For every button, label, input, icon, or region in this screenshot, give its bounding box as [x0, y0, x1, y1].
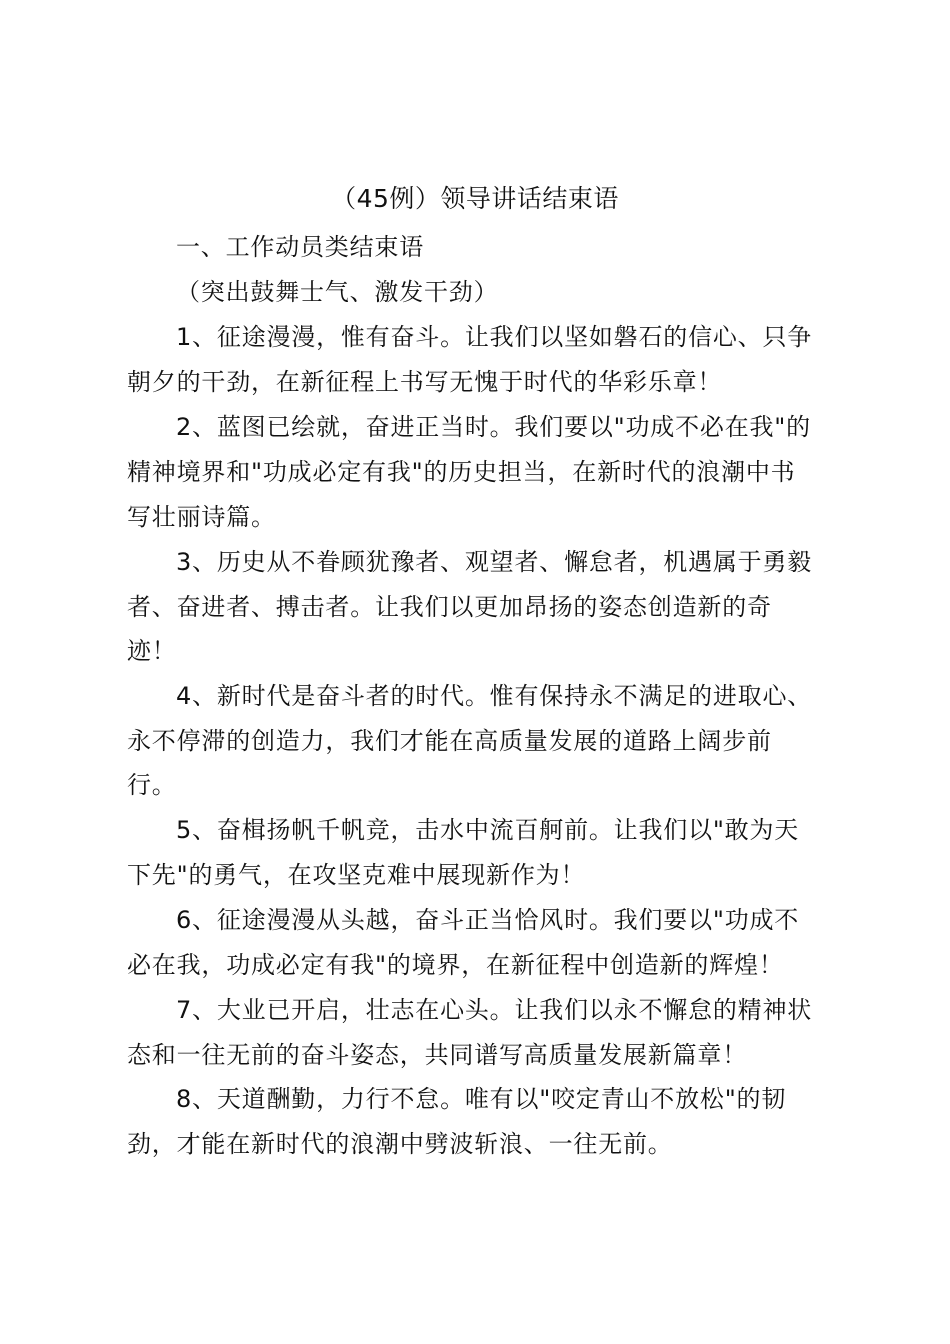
item-8-line-1: 8、天道酬勤，力行不怠。唯有以"咬定青山不放松"的韧 — [176, 1085, 787, 1113]
item-2-line-3: 写壮丽诗篇。 — [127, 503, 276, 531]
item-8-line-2: 劲，才能在新时代的浪潮中劈波斩浪、一往无前。 — [127, 1130, 673, 1158]
section-subtitle: （突出鼓舞士气、激发干劲） — [176, 278, 499, 306]
item-2-line-1: 2、蓝图已绘就，奋进正当时。我们要以"功成不必在我"的 — [176, 413, 811, 441]
item-5-line-2: 下先"的勇气，在攻坚克难中展现新作为！ — [127, 861, 586, 889]
item-5-line-1: 5、奋楫扬帆千帆竞，击水中流百舸前。让我们以"敢为天 — [176, 816, 800, 844]
item-7-line-2: 态和一往无前的奋斗姿态，共同谱写高质量发展新篇章！ — [127, 1041, 747, 1069]
section-heading: 一、工作动员类结束语 — [176, 233, 424, 261]
item-6-line-1: 6、征途漫漫从头越，奋斗正当恰风时。我们要以"功成不 — [176, 906, 800, 934]
item-4-line-2: 永不停滞的创造力，我们才能在高质量发展的道路上阔步前 — [127, 727, 772, 755]
item-1-line-1: 1、征途漫漫，惟有奋斗。让我们以坚如磐石的信心、只争 — [176, 323, 813, 351]
document-title: （45例）领导讲话结束语 — [331, 184, 619, 213]
item-3-line-1: 3、历史从不眷顾犹豫者、观望者、懈怠者，机遇属于勇毅 — [176, 548, 813, 576]
item-6-line-2: 必在我，功成必定有我"的境界，在新征程中创造新的辉煌！ — [127, 951, 784, 979]
item-4-line-3: 行。 — [127, 771, 177, 799]
item-7-line-1: 7、大业已开启，壮志在心头。让我们以永不懈怠的精神状 — [176, 996, 813, 1024]
item-3-line-2: 者、奋进者、搏击者。让我们以更加昂扬的姿态创造新的奇 — [127, 593, 772, 621]
item-4-line-1: 4、新时代是奋斗者的时代。惟有保持永不满足的进取心、 — [176, 682, 813, 710]
item-1-line-2: 朝夕的干劲，在新征程上书写无愧于时代的华彩乐章！ — [127, 368, 723, 396]
item-2-line-2: 精神境界和"功成必定有我"的历史担当，在新时代的浪潮中书 — [127, 458, 796, 486]
item-3-line-3: 迹！ — [127, 637, 177, 665]
